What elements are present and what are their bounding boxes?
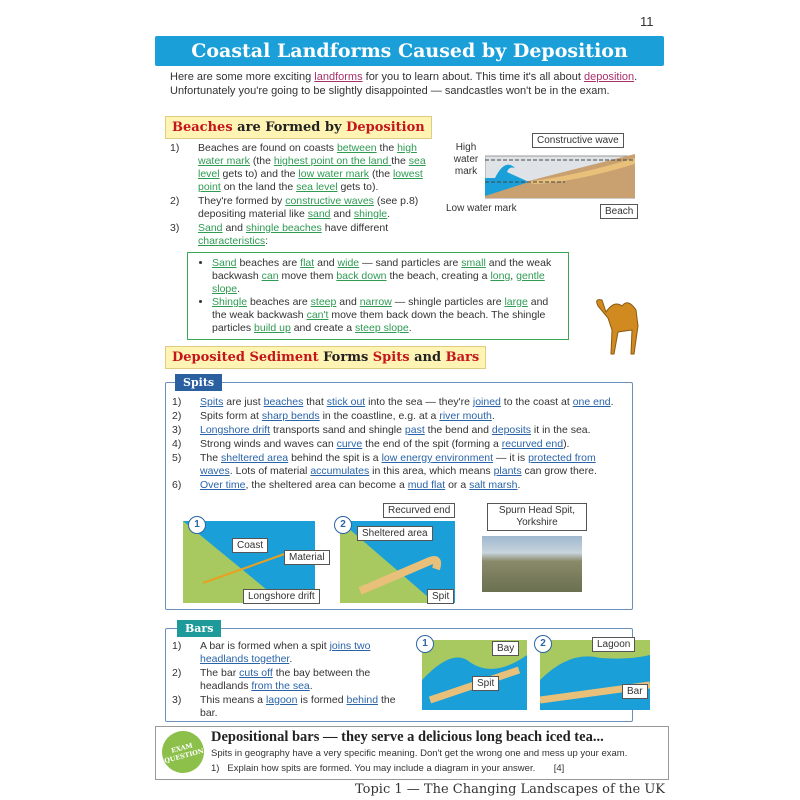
material-label: Material [284,550,330,565]
key-term: build up [254,322,291,334]
text-segment: Spits form at [200,410,262,422]
diagram-number: 2 [334,516,352,534]
list-item [172,640,415,666]
text-segment: . Unfortunately you're going to be slightly disappointed — sandcastles won't be in the exam. [170,71,638,97]
key-term: Sand [198,222,223,234]
key-term: curve [336,438,363,450]
key-term: shingle [353,208,388,220]
page-footer: Topic 1 — The Changing Landscapes of the UK [355,782,665,797]
key-term: Over time [200,479,246,491]
key-term: sheltered area [221,452,289,464]
key-term: lagoon [265,694,298,706]
text-segment: . [610,396,614,408]
text-segment: or a [445,479,470,491]
exam-title: Depositional bars — they serve a delicious long beach iced tea... [211,729,604,745]
key-term: Longshore drift [200,424,271,436]
key-term: accumulates [310,465,370,477]
key-term: joined [472,396,501,408]
spits-list [172,396,622,493]
text-segment: Beaches are found on coasts [198,142,337,154]
item-number: 3) [172,694,182,706]
list-item [170,195,440,221]
key-term: mud flat [407,479,446,491]
text-segment: move them [278,270,337,282]
text-segment: beaches are [236,257,301,269]
text-segment: transports sand and shingle [270,424,405,436]
page-number: 11 [640,14,654,29]
item-number: 3) [172,424,182,436]
key-term: joins two headlands together [200,640,371,665]
key-term: back down [336,270,387,282]
text-segment: and [336,296,360,308]
key-term: flat [300,257,315,269]
text-segment: for you to learn about. This time it's all about [362,71,584,83]
key-term: steep [310,296,337,308]
list-item [172,424,622,437]
text-segment: and create a [290,322,356,334]
text-segment: and the weak backwash [212,257,552,282]
list-item [172,667,415,693]
key-term: recurved end [501,438,564,450]
key-term: long [490,270,511,282]
key-term: sea level [296,181,338,193]
text-segment: have different [321,222,389,234]
item-number: 2) [172,667,182,679]
heading-part: Deposition [346,120,425,135]
text-segment: the bay between the headlands [200,667,371,692]
page-title: Coastal Landforms Caused by Deposition [155,36,664,66]
text-segment: into the sea — they're [365,396,473,408]
list-item [170,222,440,248]
text-segment: Strong winds and waves can [200,438,337,450]
photo-caption: Spurn Head Spit, Yorkshire [487,503,587,531]
text-segment: : [265,235,269,247]
text-segment: are just [223,396,264,408]
item-number: 2) [170,195,180,207]
key-term: deposits [491,424,532,436]
key-term: plants [493,465,522,477]
key-term: large [504,296,528,308]
text-segment: to the coast at [500,396,573,408]
item-number: 4) [172,438,182,450]
text-segment: — shingle particles are [391,296,505,308]
text-segment: , [510,270,517,282]
bullet-shingle [212,296,558,335]
recurved-end-label: Recurved end [383,503,455,518]
key-term: from the sea [251,680,310,692]
key-term: sea level [198,155,426,180]
key-term: stick out [326,396,366,408]
text-segment: . [517,479,521,491]
diagram-number: 2 [534,635,552,653]
text-segment: . [309,680,313,692]
high-water-label: High water mark [453,142,479,177]
text-segment: the end of the spit (forming a [362,438,502,450]
bar-label: Bar [622,684,648,699]
bay-label: Bay [492,641,519,656]
text-segment: can grow there. [521,465,597,477]
heading-part: Forms [318,350,373,365]
text-segment: , the sheltered area can become a [245,479,408,491]
key-term: constructive waves [285,195,374,207]
longshore-drift-label: Longshore drift [243,589,320,604]
text-segment: in this area, which means [369,465,494,477]
text-segment: . [289,653,293,665]
list-item [172,396,622,409]
list-item [172,438,622,451]
item-number: 2) [172,410,182,422]
lagoon-label: Lagoon [592,637,635,652]
key-term: high water mark [198,142,417,167]
heading-part: Beaches [172,120,233,135]
key-term: highest point on the land [273,155,389,167]
spit-label: Spit [427,589,454,604]
diagram-number: 1 [188,516,206,534]
text-segment: the [391,155,409,167]
key-term: Shingle [212,296,248,308]
text-segment: . [387,208,391,220]
item-number: 5) [172,452,182,464]
question-marks: [4] [553,763,565,774]
spit-label: Spit [472,676,499,691]
key-term: cuts off [239,667,273,679]
text-segment: the beach, creating a [386,270,491,282]
text-segment: . [408,322,412,334]
list-item [170,142,440,194]
key-term: shingle beaches [245,222,322,234]
beach-label: Beach [600,204,638,219]
key-term: sand [307,208,331,220]
key-term: landforms [314,71,363,83]
key-term: low water mark [298,168,370,180]
text-segment: and [314,257,338,269]
sheltered-area-label: Sheltered area [357,526,433,541]
heading-part: Bars [445,350,480,365]
list-item [172,452,622,478]
text-segment: — sand particles are [359,257,462,269]
heading-part: are Formed by [232,120,347,135]
beaches-heading [165,116,432,139]
text-segment: behind the spit is a [288,452,382,464]
text-segment: This means a [200,694,266,706]
key-term: wide [337,257,360,269]
exam-question [211,763,564,774]
list-item [172,479,622,492]
key-term: past [404,424,425,436]
exam-note: Spits in geography have a very specific meaning. Don't get the wrong one and mess up your exam. [211,748,628,759]
list-item [172,410,622,423]
coast-label: Coast [232,538,268,553]
beach-diagram [485,152,635,200]
text-segment: . [491,410,495,422]
text-segment: beaches are [247,296,311,308]
key-term: characteristics [198,235,266,247]
text-segment: ). [563,438,570,450]
key-term: salt marsh [469,479,518,491]
key-term: sharp bends [261,410,320,422]
heading-part: and [409,350,446,365]
item-number: 6) [172,479,182,491]
item-number: 1) [170,142,180,154]
item-number: 3) [170,222,180,234]
key-term: narrow [359,296,392,308]
key-term: protected from waves [200,452,596,477]
text-segment: the [376,142,398,154]
text-segment: gets to). [337,181,379,193]
bars-list [172,640,415,721]
text-segment: They're formed by [198,195,286,207]
text-segment: Here are some more exciting [170,71,315,83]
beach-types-box [187,252,569,340]
text-segment: that [303,396,327,408]
key-term: can [261,270,279,282]
low-water-label: Low water mark [446,203,517,214]
diagram-number: 1 [416,635,434,653]
bullet-sand [212,257,558,296]
text-segment: and [222,222,246,234]
key-term: behind [346,694,379,706]
exam-badge: EXAM QUESTION [157,726,208,777]
intro-text [170,70,665,98]
key-term: Spits [200,396,224,408]
text-segment: the bend and [424,424,492,436]
key-term: small [461,257,486,269]
key-term: Sand [212,257,237,269]
text-segment: and [330,208,354,220]
text-segment: — it is [493,452,529,464]
question-text: Explain how spits are formed. You may include a diagram in your answer. [227,763,536,774]
item-number: 1) [172,396,182,408]
text-segment: the bar. [200,694,396,719]
text-segment: on the land the [220,181,297,193]
text-segment: A bar is formed when a spit [200,640,330,652]
key-term: low energy environment [381,452,494,464]
text-segment: (the [369,168,393,180]
key-term: river mouth [439,410,492,422]
text-segment: (the [249,155,274,167]
heading-part: Deposited Sediment [172,350,319,365]
text-segment: and the weak backwash [212,296,549,321]
key-term: steep slope [355,322,409,334]
beaches-list [170,142,440,249]
text-segment: . Lots of material [229,465,311,477]
exam-question-box [155,726,669,780]
key-term: lowest point [198,168,423,193]
sediment-heading [165,346,486,369]
key-term: gentle slope [212,270,545,295]
text-segment: in the coastline, e.g. at a [319,410,440,422]
bars-tab: Bars [177,620,221,637]
key-term: one end [572,396,611,408]
text-segment: The bar [200,667,240,679]
key-term: can't [306,309,329,321]
camel-illustration [588,292,643,357]
question-number: 1) [211,763,220,774]
item-number: 1) [172,640,182,652]
constructive-wave-label: Constructive wave [532,133,624,148]
text-segment: (see p.8) depositing material like [198,195,419,220]
text-segment: gets to) and the [219,168,299,180]
text-segment: The [200,452,222,464]
key-term: beaches [263,396,304,408]
text-segment: . [237,283,241,295]
text-segment: move them back down the beach. The shingle particles [212,309,546,334]
key-term: between [336,142,377,154]
text-segment: it in the sea. [531,424,591,436]
spits-tab: Spits [175,374,222,391]
text-segment: is formed [297,694,347,706]
list-item [172,694,415,720]
spurn-head-photo [482,536,582,592]
heading-part: Spits [372,350,410,365]
key-term: deposition [583,71,635,83]
